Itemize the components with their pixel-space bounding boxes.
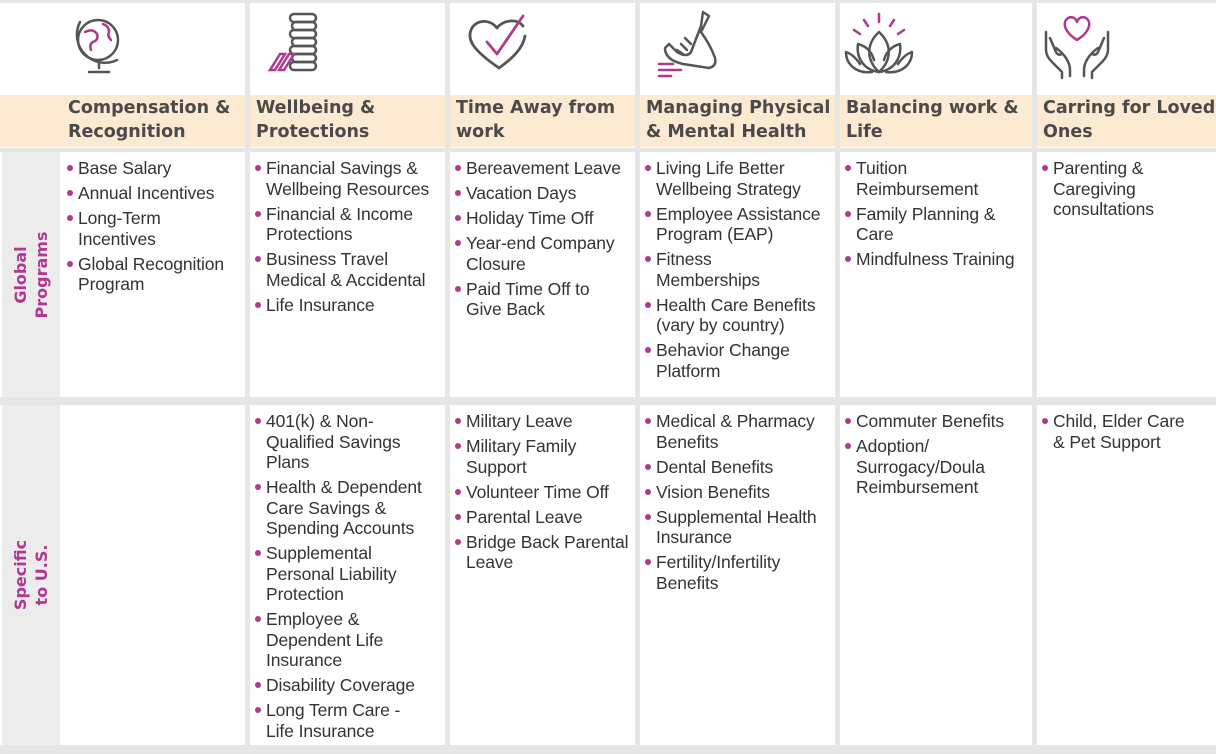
list-item	[254, 543, 443, 605]
row-label-text: Global Programs	[11, 231, 51, 318]
bullet-dot-icon	[645, 165, 651, 171]
bullet-dot-icon	[455, 489, 461, 495]
list-item-text: Fertility/Infertility Benefits	[656, 552, 781, 593]
list-item-text: Child, Elder Care & Pet Support	[1053, 411, 1185, 452]
list-item-text: Supplemental Health Insurance	[656, 506, 817, 547]
list-item	[254, 204, 443, 245]
bullet-list	[844, 411, 1030, 498]
bullet-dot-icon	[255, 682, 261, 688]
bullet-list	[254, 158, 443, 315]
list-item-text: Business Travel Medical & Accidental	[266, 249, 426, 290]
bullet-dot-icon	[67, 165, 73, 171]
list-item-text: Parental Leave	[466, 506, 583, 527]
list-item-text: Military Leave	[466, 411, 573, 431]
cell-global	[844, 158, 1030, 274]
list-item	[254, 675, 443, 696]
column-header: Balancing work & Life	[840, 95, 1032, 147]
bullet-dot-icon	[455, 240, 461, 246]
bullet-dot-icon	[1042, 165, 1048, 171]
bullet-dot-icon	[645, 302, 651, 308]
bullet-list	[454, 411, 633, 573]
bullet-list	[844, 158, 1030, 270]
divider	[0, 745, 1216, 754]
row-label-us	[2, 405, 60, 745]
list-item-text: Volunteer Time Off	[466, 481, 609, 502]
list-item-text: Dental Benefits	[656, 456, 774, 477]
list-item	[844, 411, 1030, 432]
hands-heart-icon	[1040, 8, 1114, 80]
list-item	[66, 183, 243, 204]
bullet-dot-icon	[255, 211, 261, 217]
list-item-text: Financial & Income Protections	[266, 203, 414, 244]
list-item-text: Supplemental Personal Liability Protection	[266, 543, 397, 604]
bullet-dot-icon	[645, 347, 651, 353]
list-item	[644, 295, 833, 336]
list-item-text: Health Care Benefits (vary by country)	[656, 294, 816, 335]
cell-global	[644, 158, 833, 386]
list-item-text: Commuter Benefits	[856, 411, 1005, 431]
list-item	[454, 482, 633, 503]
bullet-dot-icon	[645, 559, 651, 565]
list-item-text: Bereavement Leave	[466, 158, 621, 178]
list-item	[844, 158, 1030, 199]
bullet-dot-icon	[455, 443, 461, 449]
bullet-dot-icon	[67, 190, 73, 196]
bullet-list	[454, 158, 633, 320]
list-item-text: Tuition Reimbursement	[856, 158, 979, 199]
bullet-dot-icon	[455, 286, 461, 292]
list-item-text: Employee & Dependent Life Insurance	[266, 609, 384, 670]
column-header: Carring for Loved Ones	[1037, 95, 1216, 147]
lotus-icon	[842, 10, 916, 80]
bullet-dot-icon	[645, 489, 651, 495]
list-item-text: Annual Incentives	[78, 183, 215, 203]
list-item	[254, 609, 443, 671]
list-item-text: Military Family Support	[466, 436, 577, 477]
bullet-dot-icon	[67, 215, 73, 221]
list-item	[644, 411, 833, 452]
list-item	[644, 249, 833, 290]
bullet-dot-icon	[645, 464, 651, 470]
bullet-dot-icon	[845, 211, 851, 217]
list-item	[644, 457, 833, 478]
list-item-text: Global Recognition Program	[78, 253, 225, 294]
column-header: Time Away from work	[450, 95, 635, 147]
column-header: Compensation & Recognition	[62, 95, 245, 147]
list-item	[454, 507, 633, 528]
list-item-text: Family Planning & Care	[856, 203, 996, 244]
list-item	[254, 249, 443, 290]
globe-icon	[65, 10, 135, 80]
list-item-text: Paid Time Off to Give Back	[466, 278, 590, 319]
list-item-text: Base Salary	[78, 158, 172, 178]
running-shoe-icon	[655, 8, 727, 80]
list-item-text: Vacation Days	[466, 183, 577, 203]
list-item	[254, 411, 443, 473]
bullet-dot-icon	[255, 616, 261, 622]
list-item-text: Holiday Time Off	[466, 208, 594, 228]
bullet-dot-icon	[455, 418, 461, 424]
list-item-text: Employee Assistance Program (EAP)	[656, 203, 821, 244]
bullet-dot-icon	[255, 550, 261, 556]
list-item	[66, 208, 243, 249]
cell-us	[254, 411, 443, 746]
row-label-text: Specific to U.S.	[11, 539, 51, 611]
list-item-text: Parenting & Caregiving consultations	[1053, 158, 1154, 219]
cell-us	[1041, 411, 1214, 457]
list-item	[454, 279, 633, 320]
list-item	[454, 411, 633, 432]
list-item	[454, 532, 633, 573]
list-item	[844, 249, 1030, 270]
bullet-dot-icon	[645, 211, 651, 217]
list-item	[644, 507, 833, 548]
bullet-dot-icon	[455, 215, 461, 221]
list-item-text: Vision Benefits	[656, 481, 770, 502]
list-item-text: Long-Term Incentives	[78, 208, 161, 249]
bullet-dot-icon	[455, 539, 461, 545]
list-item	[644, 158, 833, 199]
bullet-dot-icon	[455, 514, 461, 520]
bullet-dot-icon	[455, 190, 461, 196]
cell-global	[254, 158, 443, 320]
list-item	[454, 208, 633, 229]
bullet-dot-icon	[845, 165, 851, 171]
list-item	[844, 204, 1030, 245]
list-item	[454, 233, 633, 274]
list-item	[844, 436, 1030, 498]
bullet-dot-icon	[255, 302, 261, 308]
bullet-dot-icon	[255, 484, 261, 490]
list-item-text: Long Term Care - Life Insurance	[266, 700, 401, 741]
bullet-dot-icon	[645, 418, 651, 424]
cell-global	[1041, 158, 1214, 224]
list-item	[1041, 411, 1214, 452]
list-item	[454, 436, 633, 477]
bullet-list	[1041, 158, 1214, 220]
list-item-text: Life Insurance	[266, 294, 375, 315]
list-item	[254, 158, 443, 199]
list-item	[254, 295, 443, 316]
bullet-dot-icon	[645, 256, 651, 262]
list-item	[66, 158, 243, 179]
bullet-dot-icon	[455, 165, 461, 171]
list-item	[454, 158, 633, 179]
bullet-dot-icon	[845, 256, 851, 262]
list-item-text: Behavior Change Platform	[656, 340, 790, 381]
bullet-dot-icon	[645, 514, 651, 520]
bullet-list	[254, 411, 443, 741]
column-header: Wellbeing & Protections	[250, 95, 445, 147]
header-corner	[0, 95, 62, 147]
list-item-text: Health & Dependent Care Savings & Spending Accounts	[266, 477, 422, 538]
list-item-text: Adoption/ Surrogacy/Doula Reimbursement	[856, 436, 985, 497]
row-label-global	[2, 152, 60, 397]
bullet-dot-icon	[255, 256, 261, 262]
list-item	[644, 340, 833, 381]
heart-check-icon	[463, 12, 535, 76]
cell-global	[66, 158, 243, 299]
list-item	[644, 482, 833, 503]
list-item-text: Mindfulness Training	[856, 249, 1015, 269]
cell-us	[454, 411, 633, 577]
bullet-dot-icon	[255, 165, 261, 171]
bullet-list	[644, 411, 833, 593]
list-item	[644, 552, 833, 593]
list-item	[644, 204, 833, 245]
column-header: Managing Physical & Mental Health	[640, 95, 835, 147]
list-item-text: Year-end Company Closure	[466, 233, 615, 274]
bullet-dot-icon	[845, 418, 851, 424]
list-item-text: Medical & Pharmacy Benefits	[656, 411, 815, 452]
list-item-text: Fitness Memberships	[656, 249, 760, 290]
cell-global	[454, 158, 633, 324]
list-item-text: Disability Coverage	[266, 675, 415, 695]
bullet-dot-icon	[845, 443, 851, 449]
list-item	[254, 700, 443, 741]
list-item-text: 401(k) & Non- Qualified Savings Plans	[266, 411, 401, 472]
cell-us	[844, 411, 1030, 502]
list-item-text: Living Life Better Wellbeing Strategy	[656, 158, 801, 199]
bullet-list	[644, 158, 833, 381]
list-item-text: Financial Savings & Wellbeing Resources	[266, 158, 430, 199]
cell-us	[644, 411, 833, 598]
bullet-list	[66, 158, 243, 295]
list-item	[66, 254, 243, 295]
list-item-text: Bridge Back Parental Leave	[466, 531, 629, 572]
bullet-list	[1041, 411, 1214, 452]
list-item	[1041, 158, 1214, 220]
bullet-dot-icon	[255, 418, 261, 424]
list-item	[454, 183, 633, 204]
coin-stack-icon	[262, 8, 332, 80]
bullet-dot-icon	[255, 707, 261, 713]
list-item	[254, 477, 443, 539]
bullet-dot-icon	[67, 261, 73, 267]
bullet-dot-icon	[1042, 418, 1048, 424]
